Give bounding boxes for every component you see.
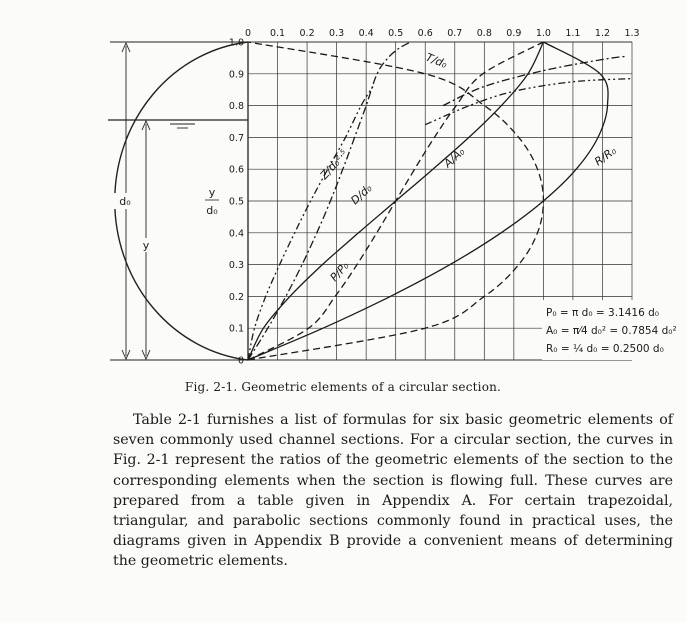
y-tick-label: 1.0	[228, 37, 244, 49]
series-line-z-d0-2-5	[248, 87, 373, 361]
y-tick-label: 0.6	[228, 164, 244, 176]
series-line-upper-dash-dot-branch	[443, 56, 626, 105]
x-tick-label: 0.8	[476, 28, 492, 39]
curve-label-r: R/R₀	[592, 144, 619, 169]
y-axis-label-denominator: d₀	[206, 204, 218, 217]
x-tick-label: 0.1	[269, 28, 286, 39]
x-tick-label: 1.1	[565, 28, 581, 39]
legend-line-r0: R₀ = ¼ d₀ = 0.2500 d₀	[546, 343, 664, 355]
y-tick-label: 0.7	[228, 132, 244, 144]
figure-caption: Fig. 2-1. Geometric elements of a circular section.	[184, 380, 502, 394]
x-tick-label: 0.6	[417, 28, 433, 39]
x-tick-label: 0	[244, 28, 252, 39]
chart-legend	[542, 300, 678, 360]
legend-line-p0: P₀ = π d₀ = 3.1416 d₀	[546, 307, 659, 319]
y-tick-label: 0.4	[228, 228, 244, 240]
curve-label-p: P/P₀	[327, 259, 352, 285]
y-tick-label: 0.3	[228, 260, 244, 272]
x-tick-label: 0.2	[299, 28, 315, 39]
x-tick-label: 0.9	[506, 28, 522, 39]
depth-label: y	[142, 239, 150, 252]
y-tick-label: 0	[237, 355, 244, 367]
curve-labels	[317, 51, 619, 284]
curve-label-a: A/A₀	[441, 145, 468, 171]
curve-label-z: Z/d₀²·⁵	[317, 147, 351, 183]
y-tick-label: 0.8	[228, 101, 244, 113]
y-axis-label	[205, 186, 219, 217]
x-tick-label: 0.5	[388, 28, 404, 39]
series-line-upper-dash-dot-dot-branch	[425, 79, 632, 125]
curve-label-t: T/d₀	[423, 50, 449, 71]
legend-line-a0: A₀ = π⁄4 d₀² = 0.7854 d₀²	[546, 325, 677, 337]
y-axis-ticks	[229, 38, 244, 367]
body-paragraph: Table 2-1 furnishes a list of formulas for six basic geometric elements of seven commonly used channel sections. For a circular section, the curves in Fig. 2-1 represent the ratios of the geometric elements of the section to the corresponding elements when the section is flowing full. These curves are prepared from a table given in Appendix A. For certain trapezoidal, triangular, and parabolic sections commonly found in practical uses, the diagrams given in Appendix B provide a convenient means of determining the geometric elements.	[113, 412, 673, 570]
y-axis-label-numerator: y	[208, 186, 216, 199]
y-tick-label: 0.2	[228, 291, 244, 303]
x-axis-ticks	[245, 28, 640, 39]
x-tick-label: 1.2	[594, 28, 611, 39]
x-tick-label: 1.0	[535, 28, 551, 39]
x-tick-label: 0.3	[329, 28, 345, 39]
x-tick-label: 1.3	[624, 28, 640, 39]
x-tick-label: 0.4	[358, 28, 374, 39]
curve-label-d: D/d₀	[348, 181, 375, 208]
y-tick-label: 0.5	[228, 196, 244, 208]
diameter-label: d₀	[119, 195, 131, 208]
y-tick-label: 0.9	[228, 69, 244, 81]
y-tick-label: 0.1	[228, 323, 244, 335]
x-tick-label: 0.7	[447, 28, 463, 39]
circular-section-diagram	[108, 42, 248, 360]
